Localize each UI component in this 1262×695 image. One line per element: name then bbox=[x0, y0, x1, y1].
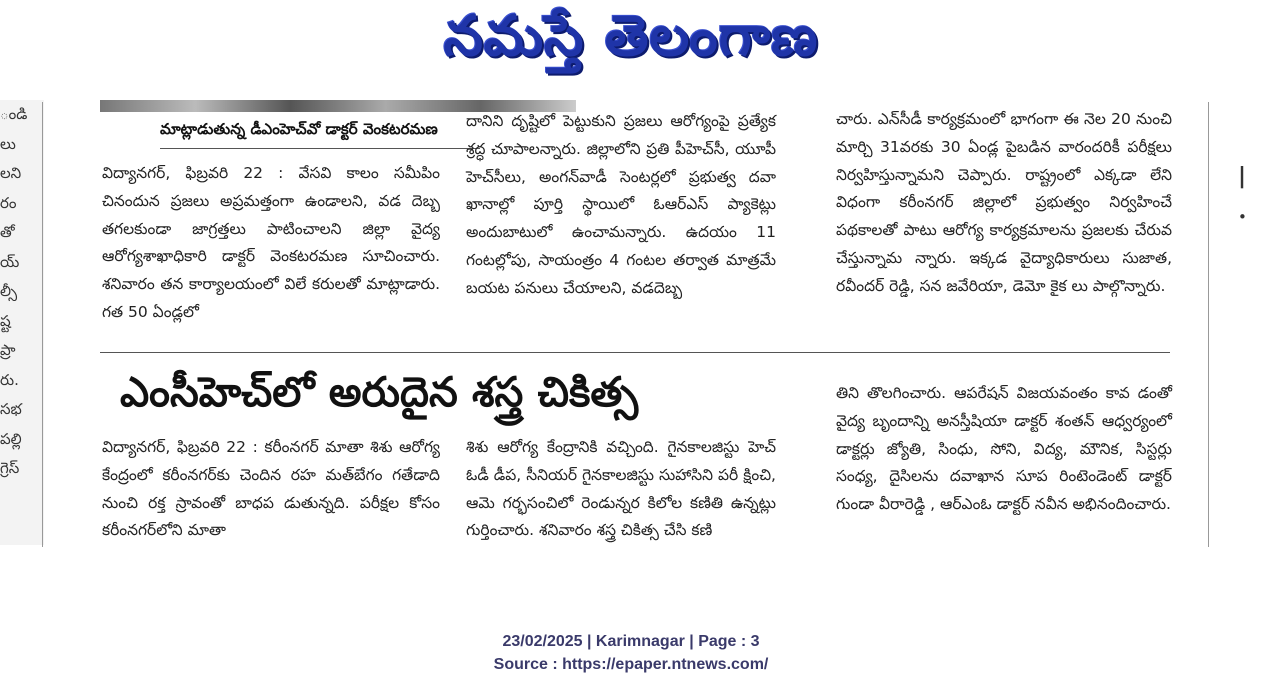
fragment-text: ండి bbox=[0, 105, 28, 123]
story1-column-3 bbox=[836, 106, 1172, 301]
story1-text: చారు. ఎన్‌సీడీ కార్యక్రమంలో భాగంగా ఈ నెల 20 నుంచి మార్చి 31వరకు 30 ఏండ్ల పైబడిన వారందరికీ పరీక్షలు నిర్వహిస్తున్నామని చెప్పారు. రాష్ట్రంలో ఎక్కడా లేని విధంగా కరీంనగర్‌ జిల్లాలో ప్రభుత్వం నిర్వహించే పథకాలతో పాటు ఆరోగ్య కార్యక్రమాలను ప్రజలకు చేరువ చేస్తున్నామ న్నారు. ఇక్కడ వైద్యాధికారులు సుజాత, రవీందర్‌ రెడ్డి, సన జవేరియా, డెమో కైక లు పాల్గొన్నారు. bbox=[836, 110, 1172, 295]
column-divider bbox=[42, 102, 43, 547]
story2-text: విద్యానగర్‌, ఫిబ్రవరి 22 : కరీంనగర్‌ మాతా శిశు ఆరోగ్య కేంద్రంలో కరీంనగర్‌కు చెందిన రహ మత్‌బేగం గతేడాది నుంచి రక్త స్రావంతో బాధప డుతున్నది. పరీక్షల కోసం కరీంనగర్‌లోని మాతా bbox=[102, 438, 440, 540]
fragment-text: య్ bbox=[0, 252, 20, 271]
fragment-text: రం bbox=[0, 193, 17, 212]
story2-headline: ఎంసీహెచ్‌లో అరుదైన శస్త్ర చికిత్స bbox=[120, 368, 639, 416]
fragment-text: సభ bbox=[0, 400, 22, 418]
story2-column-1 bbox=[102, 434, 440, 545]
fragment-text: ష్ట bbox=[0, 311, 11, 330]
fragment-text: గ్రెస్ bbox=[0, 459, 20, 477]
story2-column-3 bbox=[836, 380, 1172, 519]
edition-info: 23/02/2025 | Karimnagar | Page : 3 bbox=[502, 633, 760, 650]
newspaper-title: నమస్తే తెలంగాణ bbox=[443, 4, 819, 69]
fragment-text: తో bbox=[0, 223, 15, 241]
fragment-text: లని bbox=[0, 164, 22, 182]
source-link[interactable]: Source : https://epaper.ntnews.com/ bbox=[493, 656, 769, 673]
story1-column-1 bbox=[102, 160, 440, 327]
fragment-text: లు bbox=[0, 134, 16, 153]
story2-text: తిని తొలగించారు. ఆపరేషన్‌ విజయవంతం కావ డంతో వైద్య బృందాన్ని అనస్తీషియా డాక్టర్‌ శంతన్‌ ఆధ్వర్యంలో డాక్టర్లు జ్యోతి, సింధు, సోని, విద్య, మౌనిక, సిస్టర్లు సంధ్య, దైసిలను దవాఖాన సూప రింటెండెంట్‌ డాక్టర్‌ గుండా వీరారెడ్డి , ఆర్‌ఎంఓ డాక్టర్‌ నవీన అభినందించారు. bbox=[836, 384, 1172, 514]
masthead bbox=[0, 0, 1262, 80]
adjacent-article-fragment-right: | • bbox=[1238, 164, 1247, 226]
story-divider bbox=[100, 352, 1170, 353]
adjacent-article-fragment-left bbox=[0, 100, 44, 545]
story1-column-2 bbox=[466, 108, 776, 303]
story2-text: శిశు ఆరోగ్య కేంద్రానికి వచ్చింది. గైనకాలజిస్టు హెచ్‌ ఓడీ డీప, సీనియర్‌ గైనకాలజిస్టు సుహాసిని పరీ క్షించి, ఆమె గర్భసంచిలో రెండున్నర కిలోల కణితి ఉన్నట్లు గుర్తించారు. శనివారం శస్త్ర చికిత్స చేసి కణి bbox=[466, 438, 776, 540]
fragment-text: ప్రా bbox=[0, 341, 16, 359]
column-divider bbox=[1208, 102, 1209, 547]
photo-caption: మాట్లాడుతున్న డీఎంహెచ్‌వో డాక్టర్‌ వెంకటరమణ bbox=[160, 120, 480, 149]
newspaper-clipping bbox=[0, 100, 1262, 550]
story1-text: విద్యానగర్‌, ఫిబ్రవరి 22 : వేసవి కాలం సమీపిం చినందున ప్రజలు అప్రమత్తంగా ఉండాలని, వడ దెబ్బ తగలకుండా జాగ్రత్తలు పాటించాలని జిల్లా వైద్య ఆరోగ్యశాఖాధికారి డాక్టర్‌ వెంకటరమణ సూచించారు. శనివారం తన కార్యాలయంలో విలే కరులతో మాట్లాడారు. గత 50 ఏండ్లలో bbox=[102, 164, 440, 321]
story1-text: దానిని దృష్టిలో పెట్టుకుని ప్రజలు ఆరోగ్యంపై ప్రత్యేక శ్రద్ధ చూపాలన్నారు. జిల్లాలోని ప్రతి పీహెచ్‌సీ, యూపీ హెచ్‌సీలు, అంగన్‌వాడీ సెంటర్లలో ప్రభుత్వ దవా ఖానాల్లో పూర్తి స్థాయిలో ఓఆర్‌ఎస్‌ ప్యాకెట్లు అందుబాటులో ఉంచామన్నారు. ఉదయం 11 గంటల్లోపు, సాయంత్రం 4 గంటల తర్వాత మాత్రమే బయట పనులు చేయాలని, వడదెబ్బ bbox=[466, 112, 776, 297]
fragment-text: ల్సీ bbox=[0, 282, 18, 300]
story2-column-2 bbox=[466, 434, 776, 545]
fragment-text: పల్లి bbox=[0, 429, 22, 448]
fragment-text: రు. bbox=[0, 370, 19, 389]
page-footer bbox=[0, 630, 1262, 676]
